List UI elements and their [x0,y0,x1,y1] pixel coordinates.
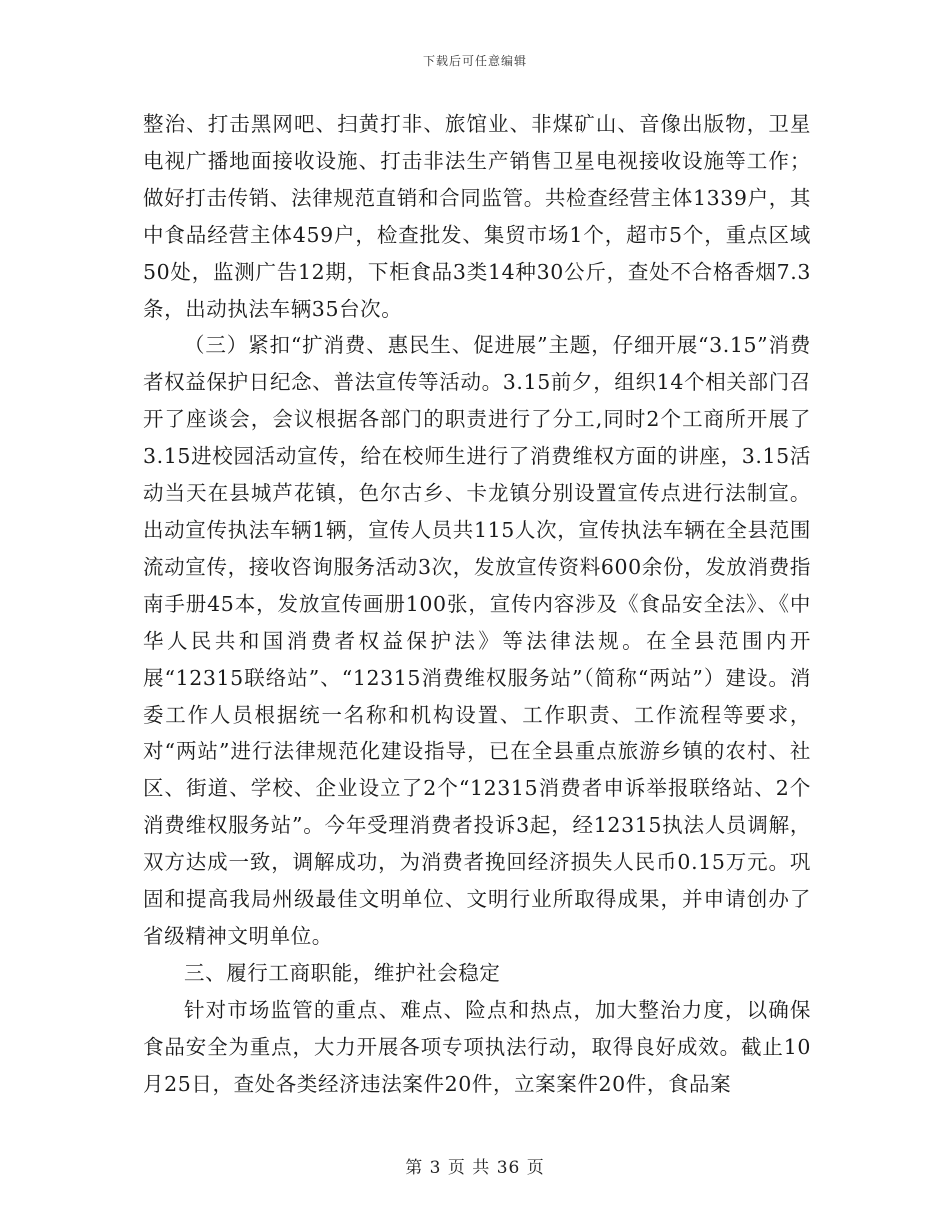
section-heading: 三、履行工商职能，维护社会稳定 [184,960,501,985]
body-paragraph-consumer-rights: （三）紧扣“扩消费、惠民生、促进展”主题，仔细开展“3.15”消费者权益保护日纪念、普法宣传等活动。3.15前夕，组织14个相关部门召开了座谈会，会议根据各部门的职责进行了分工,同时2个工商所开展了3.15进校园活动宣传，给在校师生进行了消费维权方面的讲座，3.15活动当天在县城芦花镇，色尔古乡、卡龙镇分别设置宣传点进行法制宣。出动宣传执法车辆1辆，宣传人员共115人次，宣传执法车辆在全县范围流动宣传，接收咨询服务活动3次，发放宣传资料600余份，发放消费指南手册45本，发放宣传画册100张，宣传内容涉及《食品安全法》、《中华人民共和国消费者权益保护法》等法律法规。在全县范围内开展“12315联络站”、“12315消费维权服务站”（简称“两站”）建设。消委工作人员根据统一名称和机构设置、工作职责、工作流程等要求，对“两站”进行法律规范化建设指导，已在全县重点旅游乡镇的农村、社区、街道、学校、企业设立了2个“12315消费者申诉举报联络站、2个消费维权服务站”。今年受理消费者投诉3起，经12315执法人员调解，双方达成一致，调解成功，为消费者挽回经济损失人民币0.15万元。巩固和提高我局州级最佳文明单位、文明行业所取得成果，并申请创办了省级精神文明单位。 [143,333,811,948]
body-paragraph-market-supervision: 针对市场监管的重点、难点、险点和热点，加大整治力度，以确保食品安全为重点，大力开展各项专项执法行动，取得良好成效。截止10月25日，查处各类经济违法案件20件，立案案件20件，食品案 [143,997,811,1096]
document-body [143,106,811,1102]
page-header-note: 下载后可任意编辑 [422,54,527,68]
page-number-footer: 第 3 页 共 36 页 [405,1158,545,1178]
body-paragraph-continuation: 整治、打击黑网吧、扫黄打非、旅馆业、非煤矿山、音像出版物，卫星电视广播地面接收设施、打击非法生产销售卫星电视接收设施等工作；做好打击传销、法律规范直销和合同监管。共检查经营主体1339户，其中食品经营主体459户，检查批发、集贸市场1个，超市5个，重点区域50处，监测广告12期，下柜食品3类14种30公斤，查处不合格香烟7.3条，出动执法车辆35台次。 [143,112,811,321]
